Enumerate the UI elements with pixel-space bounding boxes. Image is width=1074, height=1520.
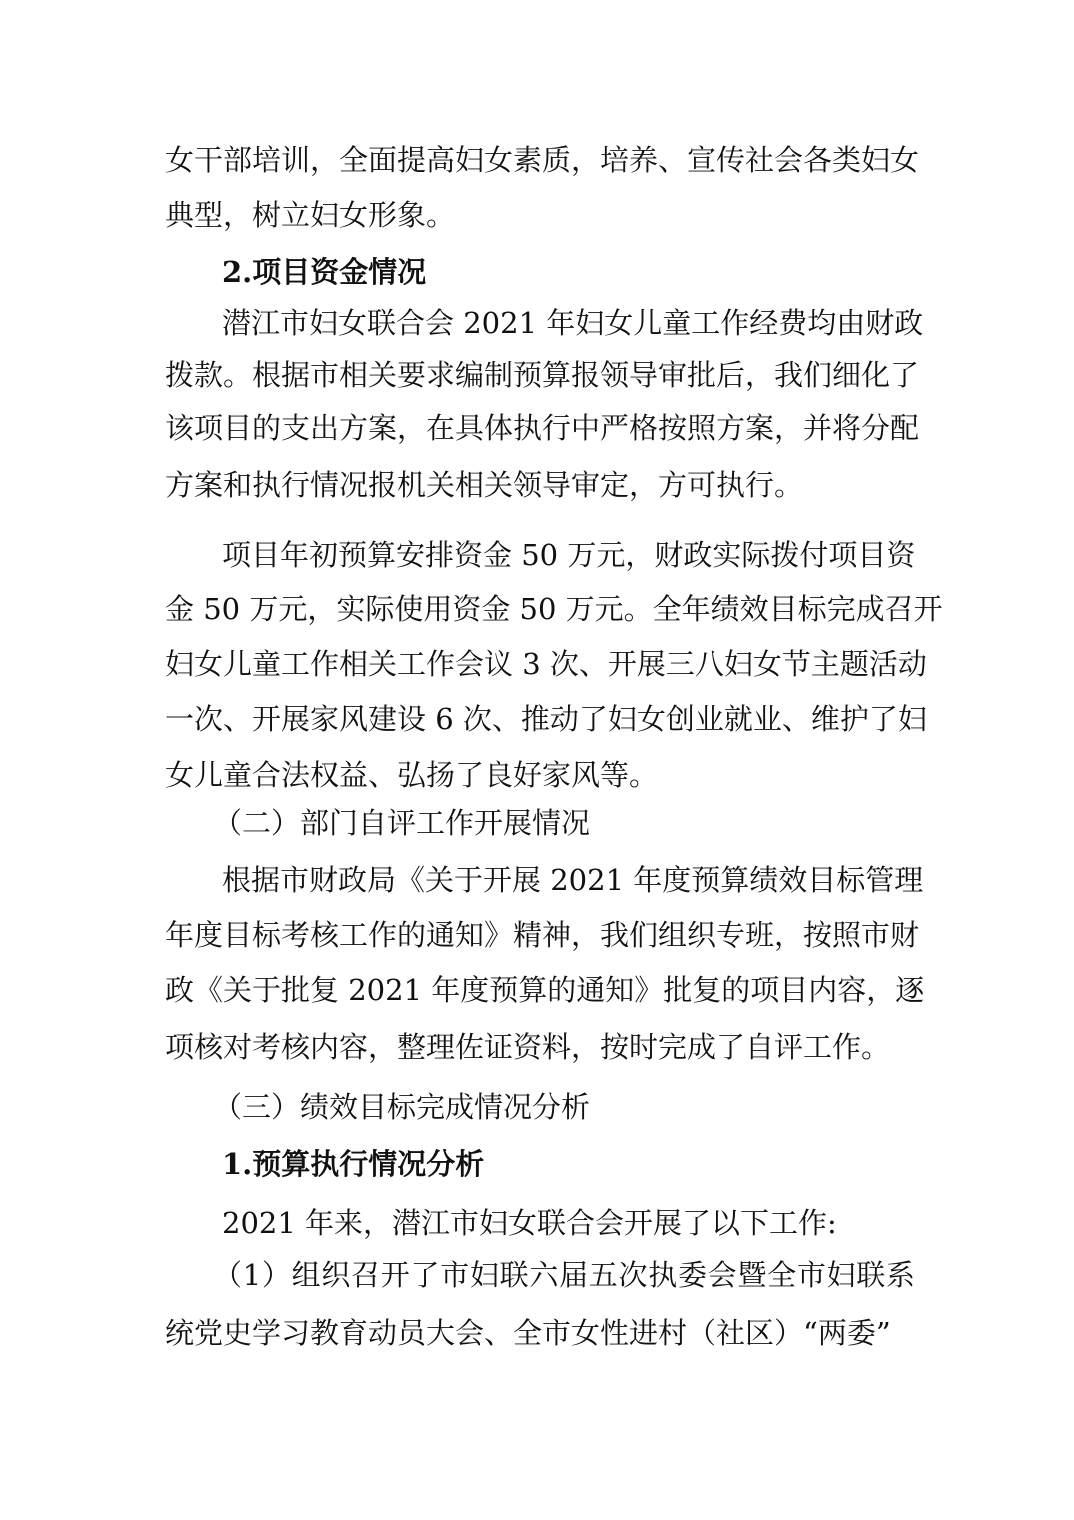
paragraph-line: 统党史学习教育动员大会、全市女性进村（社区）“两委” (165, 1316, 891, 1350)
paragraph-line: 一次、开展家风建设 6 次、推动了妇女创业就业、维护了妇 (165, 702, 927, 736)
paragraph-line: 拨款。根据市相关要求编制预算报领导审批后，我们细化了 (165, 358, 920, 392)
section-heading-performance-analysis: （三）绩效目标完成情况分析 (213, 1090, 591, 1124)
paragraph-line: 潜江市妇女联合会 2021 年妇女儿童工作经费均由财政 (222, 306, 924, 340)
section-heading-dept-self-evaluation: （二）部门自评工作开展情况 (213, 806, 591, 840)
paragraph-line: 金 50 万元，实际使用资金 50 万元。全年绩效目标完成召开 (165, 592, 943, 626)
section-heading-budget-execution: 1.预算执行情况分析 (222, 1147, 485, 1181)
paragraph-line: 该项目的支出方案，在具体执行中严格按照方案，并将分配 (165, 411, 920, 445)
paragraph-line: 妇女儿童工作相关工作会议 3 次、开展三八妇女节主题活动 (165, 647, 927, 681)
paragraph-line: 政《关于批复 2021 年度预算的通知》批复的项目内容，逐 (165, 973, 925, 1007)
paragraph-line: 根据市财政局《关于开展 2021 年度预算绩效目标管理 (222, 863, 924, 897)
paragraph-line: 女儿童合法权益、弘扬了良好家风等。 (165, 758, 659, 792)
paragraph-line: 典型，树立妇女形象。 (165, 198, 456, 232)
paragraph-line: 年度目标考核工作的通知》精神，我们组织专班，按照市财 (165, 918, 920, 952)
section-heading-project-funds: 2.项目资金情况 (222, 255, 427, 289)
paragraph-line: 方案和执行情况报机关相关领导审定，方可执行。 (165, 468, 804, 502)
paragraph-line: 项核对考核内容，整理佐证资料，按时完成了自评工作。 (165, 1030, 891, 1064)
paragraph-line: 2021 年来，潜江市妇女联合会开展了以下工作: (222, 1206, 837, 1240)
paragraph-line: 女干部培训，全面提高妇女素质，培养、宣传社会各类妇女 (165, 143, 920, 177)
paragraph-line: （1）组织召开了市妇联六届五次执委会暨全市妇联系 (213, 1258, 915, 1292)
paragraph-line: 项目年初预算安排资金 50 万元，财政实际拨付项目资 (222, 538, 916, 572)
